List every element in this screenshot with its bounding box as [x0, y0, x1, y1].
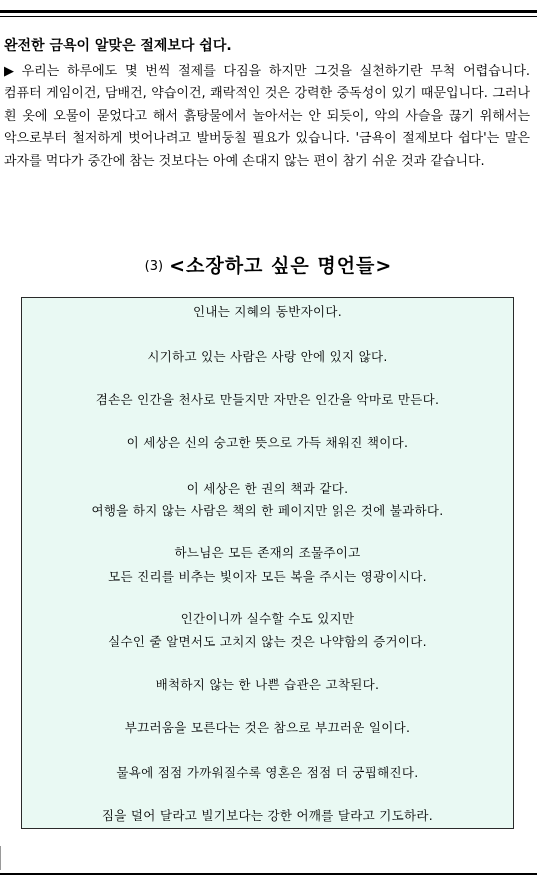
quote-line: 배척하지 않는 한 나쁜 습관은 고착된다. — [155, 677, 380, 692]
quote-line: 모든 진리를 비추는 빛이자 모든 복을 주시는 영광이시다. — [108, 569, 427, 584]
quote-line: 이 세상은 신의 숭고한 뜻으로 가득 채워진 책이다. — [126, 435, 409, 450]
quote-line: 부끄러움을 모른다는 것은 참으로 부끄러운 일이다. — [124, 720, 411, 735]
heading: 완전한 금욕이 알맞은 절제보다 쉽다. — [4, 38, 232, 54]
paragraph-text: 우리는 하루에도 몇 번씩 절제를 다짐을 하지만 그것을 실천하기란 무척 어렵습니다. 컴퓨터 게임이건, 담배건, 약습이건, 쾌락적인 것은 강력한 중독성이 있기 때문입니다. 그러나 흰 옷에 오물이 묻었다고 해서 흙탕물에서 놀아서는 안 되듯이, 악의 사슬을 끊기 위해서는 악으로부터 철저하게 벗어나려고 발버둥칠 필요가 있습니다. '금욕이 절제보다 쉽다'는 말은 과자를 먹다가 중간에 참는 것보다는 아예 손대지 않는 편이 참기 쉬운 것과 같습니다. — [4, 64, 531, 169]
section-title — [0, 251, 537, 278]
quote-box — [21, 297, 514, 829]
bottom-rule — [0, 873, 537, 875]
quote-line: 실수인 줄 알면서도 고치지 않는 것은 나약함의 증거이다. — [108, 634, 427, 649]
quote-line: 이 세상은 한 권의 책과 같다. — [186, 481, 349, 496]
quote-line: 겸손은 인간을 천사로 만들지만 자만은 인간을 악마로 만든다. — [95, 392, 440, 407]
quote-line: 인내는 지혜의 동반자이다. — [193, 304, 342, 319]
quote-line: 인간이니까 실수할 수도 있지만 — [180, 611, 355, 626]
top-thin-rule — [0, 16, 537, 17]
body-paragraph — [4, 61, 530, 173]
section-number: (3) — [144, 259, 164, 274]
section-title-text: <소장하고 싶은 명언들> — [169, 255, 393, 277]
quote-line: 짐을 덜어 달라고 빌기보다는 강한 어깨를 달라고 기도하라. — [101, 808, 434, 823]
quote-line: 물욕에 점점 가까워질수록 영혼은 점점 더 궁핍해진다. — [116, 765, 419, 780]
quote-line: 하느님은 모든 존재의 조물주이고 — [174, 545, 361, 560]
quote-line: 시기하고 있는 사람은 사랑 안에 있지 않다. — [147, 349, 388, 364]
bullet-arrow-icon: ▶ — [4, 64, 18, 79]
page-margin-mark — [0, 846, 1, 870]
top-thick-rule — [0, 10, 537, 13]
quote-line: 여행을 하지 않는 사람은 책의 한 페이지만 읽은 것에 불과하다. — [91, 503, 444, 518]
